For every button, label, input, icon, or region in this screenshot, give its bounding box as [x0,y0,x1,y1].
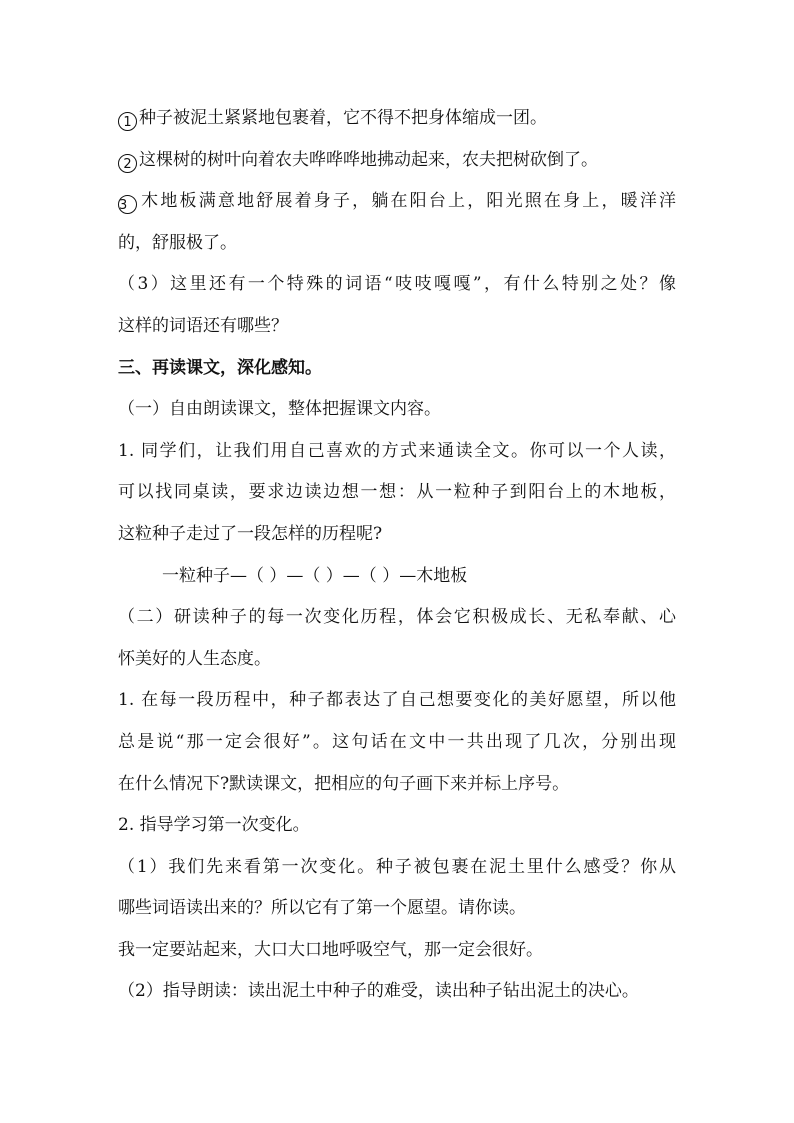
question-3-cont: 这样的词语还有哪些？ [118,315,288,336]
paragraph-2-line-3: 在什么情况下?默读课文，把相应的句子画下来并标上序号。 [118,773,570,794]
question-3: （3）这里还有一个特殊的词语“吱吱嘎嘎”，有什么特别之处？像 [118,274,676,295]
example-sentence-2 [118,140,676,182]
example-sentence-3-cont: 的，舒服极了。 [118,232,237,253]
subsection-1-heading: （一）自由朗读课文，整体把握课文内容。 [118,399,441,420]
subsection-2-heading: （二）研读种子的每一次变化历程，体会它积极成长、无私奉献、心 [118,607,676,628]
example-sentence-3-text: 木地板满意地舒展着身子，躺在阳台上，阳光照在身上，暖洋洋 [139,191,676,212]
section-heading-3: 三、再读课文，深化感知。 [118,357,322,378]
circled-number-3: 3 [118,195,137,214]
quote-sentence: 我一定要站起来，大口大口地呼吸空气，那一定会很好。 [118,939,543,960]
paragraph-1-line-2: 可以找同桌读，要求边读边想一想：从一粒种子到阳台上的木地板， [118,482,676,503]
example-sentence-2-text: 这棵树的树叶向着农夫哗哗哗地拂动起来，农夫把树砍倒了。 [139,149,598,170]
paragraph-2-line-1: 1. 在每一段历程中，种子都表达了自己想要变化的美好愿望，所以他 [118,690,676,711]
example-sentence-1 [118,98,676,140]
question-1-line-2: 哪些词语读出来的？所以它有了第一个愿望。请你读。 [118,898,526,919]
item-2-heading: 2. 指导学习第一次变化。 [118,815,310,836]
example-sentence-1-text: 种子被泥土紧紧地包裹着，它不得不把身体缩成一团。 [139,108,547,128]
example-sentence-3 [118,181,676,223]
paragraph-2-line-2: 总是说“那一定会很好”。这句话在文中一共出现了几次，分别出现 [118,731,676,752]
reading-guidance: （2）指导朗读：读出泥土中种子的难受，读出种子钻出泥土的决心。 [118,981,639,1002]
circled-number-2: 2 [118,154,137,173]
circled-number-1: 1 [118,112,137,131]
paragraph-1-line-1: 1. 同学们，让我们用自己喜欢的方式来通读全文。你可以一个人读， [118,440,676,461]
question-1-line-1: （1）我们先来看第一次变化。种子被包裹在泥土里什么感受？你从 [118,856,676,877]
paragraph-1-line-3: 这粒种子走过了一段怎样的历程呢? [118,523,383,544]
fill-in-sequence: 一粒种子—（ ）—（ ）—（ ）—木地板 [162,565,468,586]
subsection-2-heading-cont: 怀美好的人生态度。 [118,648,271,669]
